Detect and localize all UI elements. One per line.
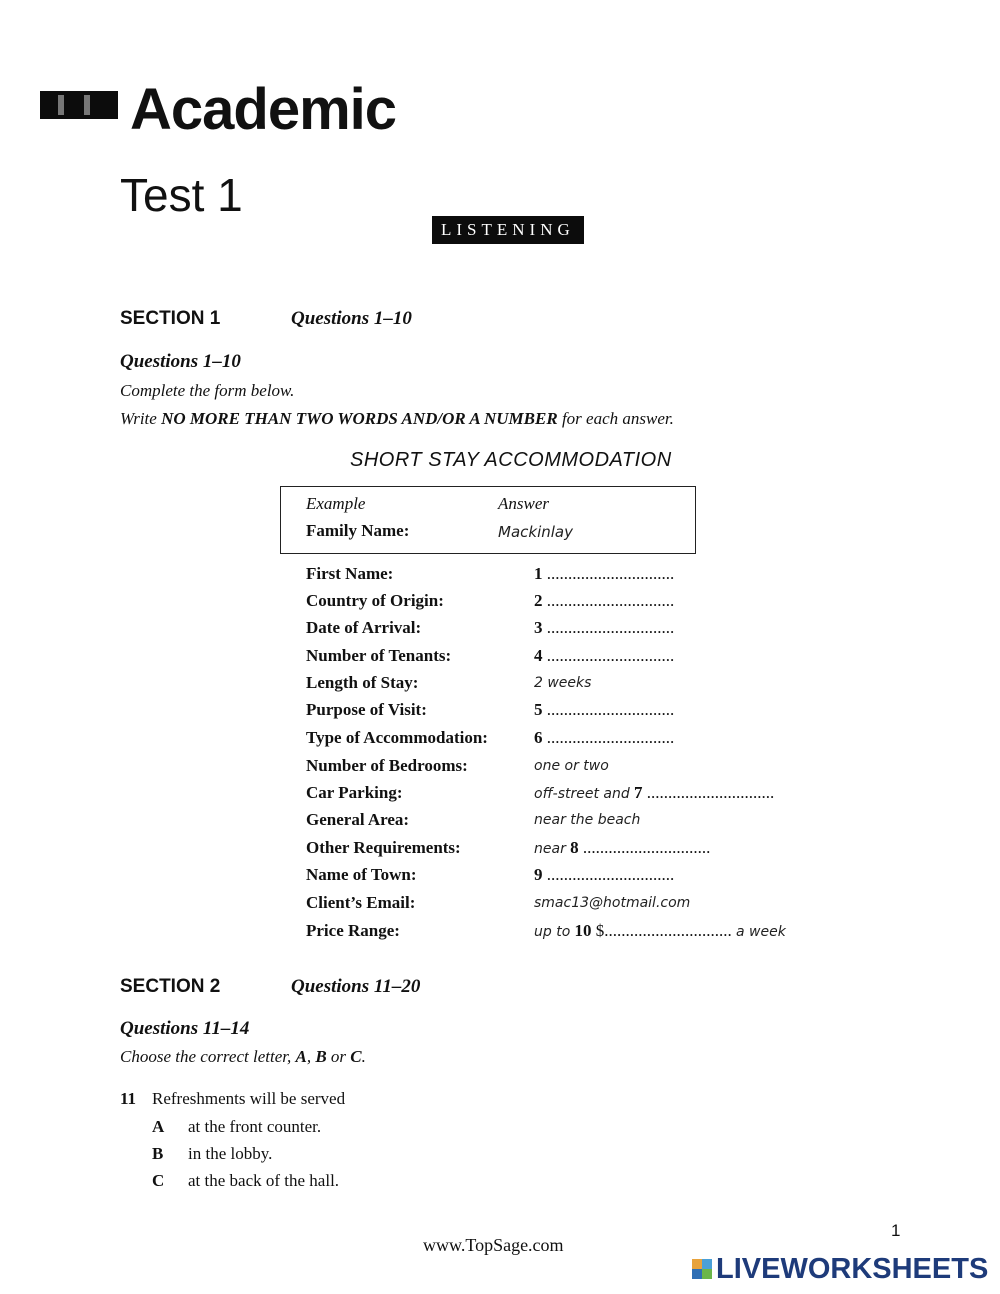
logo-tile [692, 1269, 702, 1279]
section-1-label: SECTION 1 [120, 308, 221, 329]
form-row-label: General Area: [306, 810, 410, 829]
instruction-line: Complete the form below. [120, 381, 295, 400]
form-row-label: First Name: [306, 564, 394, 583]
page-number: 1 [891, 1221, 901, 1240]
answer-blank[interactable]: up to 10 $.............................. a week [534, 921, 786, 940]
answer-blank[interactable]: near 8 .............................. [534, 838, 711, 857]
form-row-label: Client’s Email: [306, 893, 416, 912]
question-number: 11 [120, 1089, 137, 1108]
form-row-label: Length of Stay: [306, 673, 419, 692]
given-answer: 2 weeks [534, 675, 592, 691]
site-url: www.TopSage.com [423, 1235, 564, 1255]
logo-tile [702, 1269, 712, 1279]
form-row-label: Name of Town: [306, 865, 417, 884]
question-text: Refreshments will be served [152, 1089, 346, 1108]
bar-notch [58, 95, 64, 115]
form-row-label: Number of Tenants: [306, 646, 452, 665]
form-row-label: Other Requirements: [306, 838, 461, 857]
section-2-label: SECTION 2 [120, 976, 221, 997]
option-text[interactable]: at the back of the hall. [188, 1171, 340, 1190]
instruction-line: Choose the correct letter, A, B or C. [120, 1047, 366, 1066]
header-bar-graphic [40, 91, 118, 119]
option-text[interactable]: at the front counter. [188, 1117, 322, 1136]
section-2-questions: Questions 11–20 [291, 976, 421, 997]
instruction-line: Write NO MORE THAN TWO WORDS AND/OR A NUMBER for each answer. [120, 409, 674, 428]
given-answer: near the beach [534, 812, 641, 828]
option-letter[interactable]: B [152, 1144, 164, 1163]
answer-blank[interactable]: 4 .............................. [534, 646, 675, 665]
option-letter[interactable]: A [152, 1117, 165, 1136]
form-row-label: Number of Bedrooms: [306, 756, 468, 775]
logo-tile [692, 1259, 702, 1269]
test-title: Test 1 [120, 169, 243, 221]
given-answer: smac13@hotmail.com [534, 895, 691, 911]
answer-label: Answer [498, 494, 549, 513]
liveworksheets-logo [692, 1254, 988, 1284]
form-row-label: Date of Arrival: [306, 618, 422, 637]
answer-blank[interactable]: 1 .............................. [534, 564, 675, 583]
form-row-label: Price Range: [306, 921, 400, 940]
form-row-label: Car Parking: [306, 783, 403, 802]
questions-heading: Questions 1–10 [120, 351, 241, 372]
answer-blank[interactable]: 9 .............................. [534, 865, 675, 884]
option-text[interactable]: in the lobby. [188, 1144, 273, 1163]
given-answer: one or two [534, 758, 609, 774]
questions-heading: Questions 11–14 [120, 1018, 250, 1039]
form-title: SHORT STAY ACCOMMODATION [350, 449, 672, 471]
option-letter[interactable]: C [152, 1171, 165, 1190]
example-label: Example [306, 494, 366, 513]
page-title: Academic [130, 77, 397, 142]
logo-tile [702, 1259, 712, 1269]
form-row-label: Type of Accommodation: [306, 728, 488, 747]
answer-blank[interactable]: off-street and 7 .............................. [534, 783, 775, 802]
form-row-label: Country of Origin: [306, 591, 444, 610]
bar-notch [84, 95, 90, 115]
liveworksheets-wordmark: LIVEWORKSHEETS [716, 1252, 989, 1285]
example-value: Mackinlay [498, 523, 573, 541]
liveworksheets-icon [692, 1259, 712, 1279]
listening-badge: LISTENING [432, 216, 584, 244]
form-row-label: Purpose of Visit: [306, 700, 427, 719]
answer-blank[interactable]: 2 .............................. [534, 591, 675, 610]
answer-blank[interactable]: 3 .............................. [534, 618, 675, 637]
example-field-label: Family Name: [306, 521, 410, 540]
section-1-questions: Questions 1–10 [291, 308, 412, 329]
answer-blank[interactable]: 6 .............................. [534, 728, 675, 747]
answer-blank[interactable]: 5 .............................. [534, 700, 675, 719]
